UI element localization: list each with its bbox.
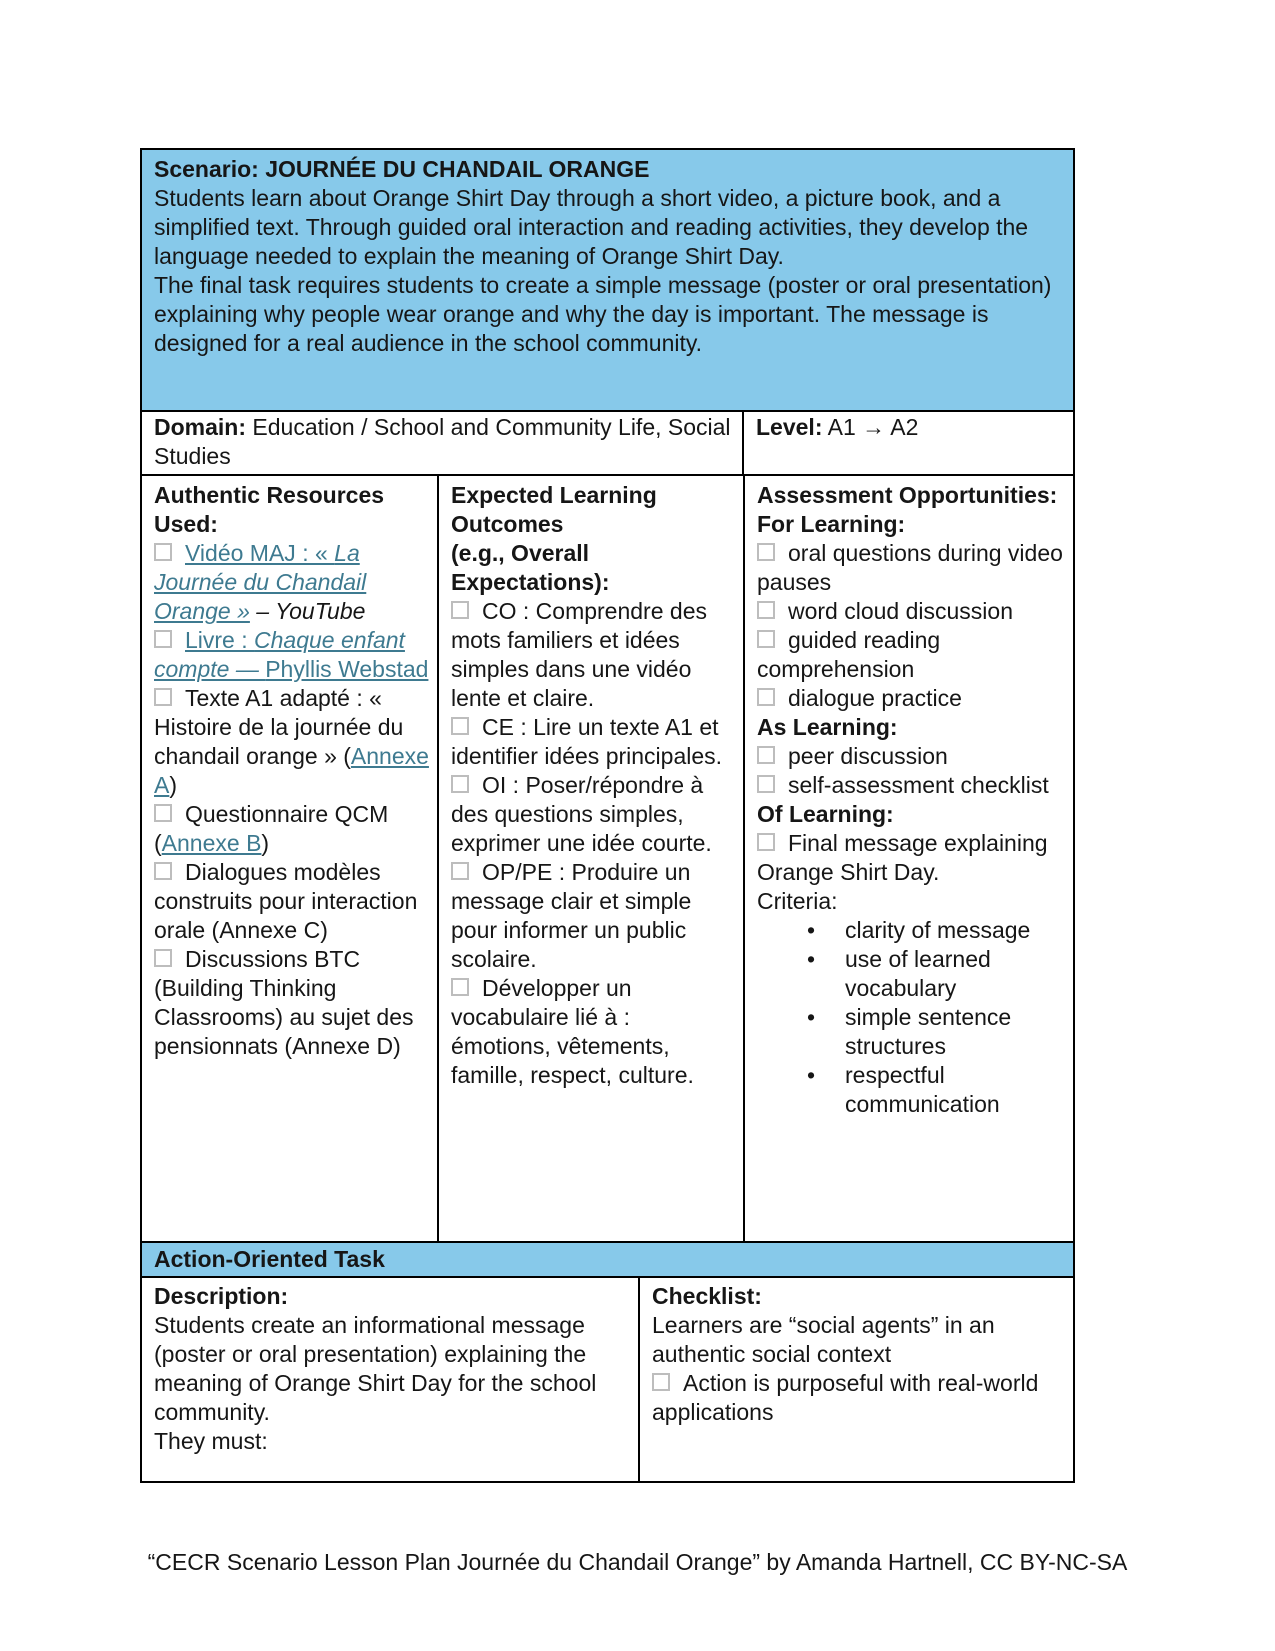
assessment-text: self-assessment checklist — [788, 772, 1049, 798]
scenario-paragraphs — [154, 184, 1059, 358]
criteria-item: • simple sentence structures — [757, 1003, 1065, 1061]
level-label: Level: — [756, 414, 823, 440]
scenario-title: Scenario: JOURNÉE DU CHANDAIL ORANGE — [154, 156, 650, 182]
attribution-footer: “CECR Scenario Lesson Plan Journée du Chandail Orange” by Amanda Hartnell, CC BY-NC-SA — [147, 1549, 1128, 1575]
resource-item — [154, 684, 429, 800]
outcome-item — [451, 597, 735, 713]
checklist-list — [652, 1311, 1063, 1427]
checkbox-icon — [154, 630, 172, 648]
outcomes-heading-line2: (e.g., Overall Expectations): — [451, 540, 610, 595]
resource-link[interactable]: Phyllis Webstad — [265, 656, 429, 682]
assessment-text: dialogue practice — [788, 685, 962, 711]
level-value: A1 → A2 — [822, 414, 919, 440]
assessment-text: peer discussion — [788, 743, 948, 769]
learning-outcomes-cell — [439, 476, 745, 1241]
outcome-text: OP/PE : Produire un message clair et simple pour informer un public scolaire. — [451, 859, 692, 972]
resources-heading: Authentic Resources Used: — [154, 482, 385, 537]
outcome-text: CO : Comprendre des mots familiers et idées simples dans une vidéo lente et claire. — [451, 598, 707, 711]
assessment-text: oral questions during video pauses — [757, 540, 1063, 595]
checklist-text: Learners are “social agents” in an authentic social context — [652, 1312, 995, 1367]
description-paragraph: Students create an informational message (poster or oral presentation) explaining the meaning of Orange Shirt Day for the school community. — [154, 1312, 597, 1425]
resource-text: ) — [261, 830, 270, 856]
checkbox-icon — [451, 775, 469, 793]
assessment-item — [757, 829, 1065, 887]
resources-list — [154, 539, 429, 1061]
assessment-item — [757, 539, 1065, 597]
resource-link[interactable]: Annexe A — [154, 743, 429, 798]
checklist-item — [652, 1369, 1063, 1427]
outcome-text: OI : Poser/répondre à des questions simples, exprimer une idée courte. — [451, 772, 712, 856]
criteria-label: Criteria: — [757, 888, 838, 914]
assessment-heading: Assessment Opportunities: — [757, 482, 1058, 508]
outcome-item — [451, 858, 735, 974]
outcome-item — [451, 713, 735, 771]
assessment-item — [757, 771, 1065, 800]
outcomes-list — [451, 597, 735, 1090]
assessment-item — [757, 626, 1065, 684]
resource-text: Questionnaire QCM ( — [154, 801, 389, 856]
domain-level-row — [142, 412, 1073, 476]
outcome-text: CE : Lire un texte A1 et identifier idées principales. — [451, 714, 723, 769]
scenario-paragraph: Students learn about Orange Shirt Day through a short video, a picture book, and a simplified text. Through guided oral interaction and reading activities, they develop the language needed to explain the meaning of Orange Shirt Day. — [154, 185, 1029, 269]
description-cell — [142, 1278, 640, 1481]
checkbox-icon — [154, 543, 172, 561]
resource-link[interactable]: La Journée du Chandail Orange » — [154, 540, 367, 624]
outcome-item — [451, 974, 735, 1090]
domain-value: Education / School and Community Life, Social Studies — [154, 414, 731, 469]
authentic-resources-cell — [142, 476, 439, 1241]
checkbox-icon — [757, 833, 775, 851]
resource-text: Discussions BTC (Building Thinking Classrooms) au sujet des pensionnats (Annexe D) — [154, 946, 414, 1059]
resource-text: Texte A1 adapté : « Histoire de la journée du chandail orange » ( — [154, 685, 404, 769]
resource-link[interactable]: Livre : — [185, 627, 255, 653]
resource-text: ) — [169, 772, 178, 798]
domain-label: Domain: — [154, 414, 246, 440]
outcome-item — [451, 771, 735, 858]
assessment-item — [757, 684, 1065, 713]
assessment-text: Final message explaining Orange Shirt Day. — [757, 830, 1048, 885]
assessment-cell — [745, 476, 1073, 1241]
checkbox-icon — [757, 543, 775, 561]
checklist-cell — [640, 1278, 1073, 1481]
checkbox-icon — [154, 949, 172, 967]
assessment-item — [757, 742, 1065, 771]
resource-item — [154, 800, 429, 858]
scenario-paragraph: The final task requires students to create a simple message (poster or oral presentation) explaining why people wear orange and why the day is important. The message is designed for a real audience in the school community. — [154, 272, 1052, 356]
resource-text: Dialogues modèles construits pour interaction orale (Annexe C) — [154, 859, 418, 943]
checkbox-icon — [154, 804, 172, 822]
assessment-strand-heading: Of Learning: — [757, 801, 894, 827]
checkbox-icon — [451, 601, 469, 619]
resource-link[interactable]: Vidéo MAJ : « — [185, 540, 335, 566]
checklist-item — [652, 1311, 1063, 1369]
assessment-strand-heading: For Learning: — [757, 511, 906, 537]
three-column-row — [142, 476, 1073, 1243]
criteria-item: • clarity of message — [757, 916, 1065, 945]
checkbox-icon — [652, 1373, 670, 1391]
checkbox-icon — [757, 601, 775, 619]
outcome-text: Développer un vocabulaire lié à : émotions, vêtements, famille, respect, culture. — [451, 975, 694, 1088]
resource-item — [154, 945, 429, 1061]
resource-link[interactable]: Chaque enfant compte — — [154, 627, 405, 682]
checkbox-icon — [451, 862, 469, 880]
level-cell — [744, 412, 1073, 474]
description-paragraphs — [154, 1311, 624, 1456]
resource-link[interactable]: Annexe B — [161, 830, 262, 856]
scenario-header-cell — [142, 150, 1073, 412]
description-paragraph: They must: — [154, 1428, 268, 1454]
checkbox-icon — [757, 630, 775, 648]
criteria-list — [757, 916, 1065, 1119]
checkbox-icon — [154, 862, 172, 880]
assessment-item — [757, 597, 1065, 626]
resource-item — [154, 858, 429, 945]
assessment-strand-heading: As Learning: — [757, 714, 898, 740]
checkbox-icon — [757, 746, 775, 764]
resource-item — [154, 626, 429, 684]
lesson-plan-table — [140, 148, 1075, 1483]
checklist-label: Checklist: — [652, 1283, 762, 1309]
checkbox-icon — [154, 688, 172, 706]
assessment-text: guided reading comprehension — [757, 627, 941, 682]
description-label: Description: — [154, 1283, 289, 1309]
checkbox-icon — [451, 717, 469, 735]
task-row — [142, 1278, 1073, 1481]
assessment-blocks — [757, 510, 1065, 1119]
criteria-item: • respectful communication — [757, 1061, 1065, 1119]
checklist-text: Action is purposeful with real-world applications — [652, 1370, 1039, 1425]
checkbox-icon — [757, 775, 775, 793]
assessment-text: word cloud discussion — [788, 598, 1014, 624]
resource-item — [154, 539, 429, 626]
outcomes-heading-line1: Expected Learning Outcomes — [451, 482, 657, 537]
checkbox-icon — [451, 978, 469, 996]
checkbox-icon — [757, 688, 775, 706]
resource-text: – YouTube — [249, 598, 366, 624]
domain-cell — [142, 412, 744, 474]
action-oriented-task-header: Action-Oriented Task — [142, 1243, 1073, 1278]
criteria-item: • use of learned vocabulary — [757, 945, 1065, 1003]
